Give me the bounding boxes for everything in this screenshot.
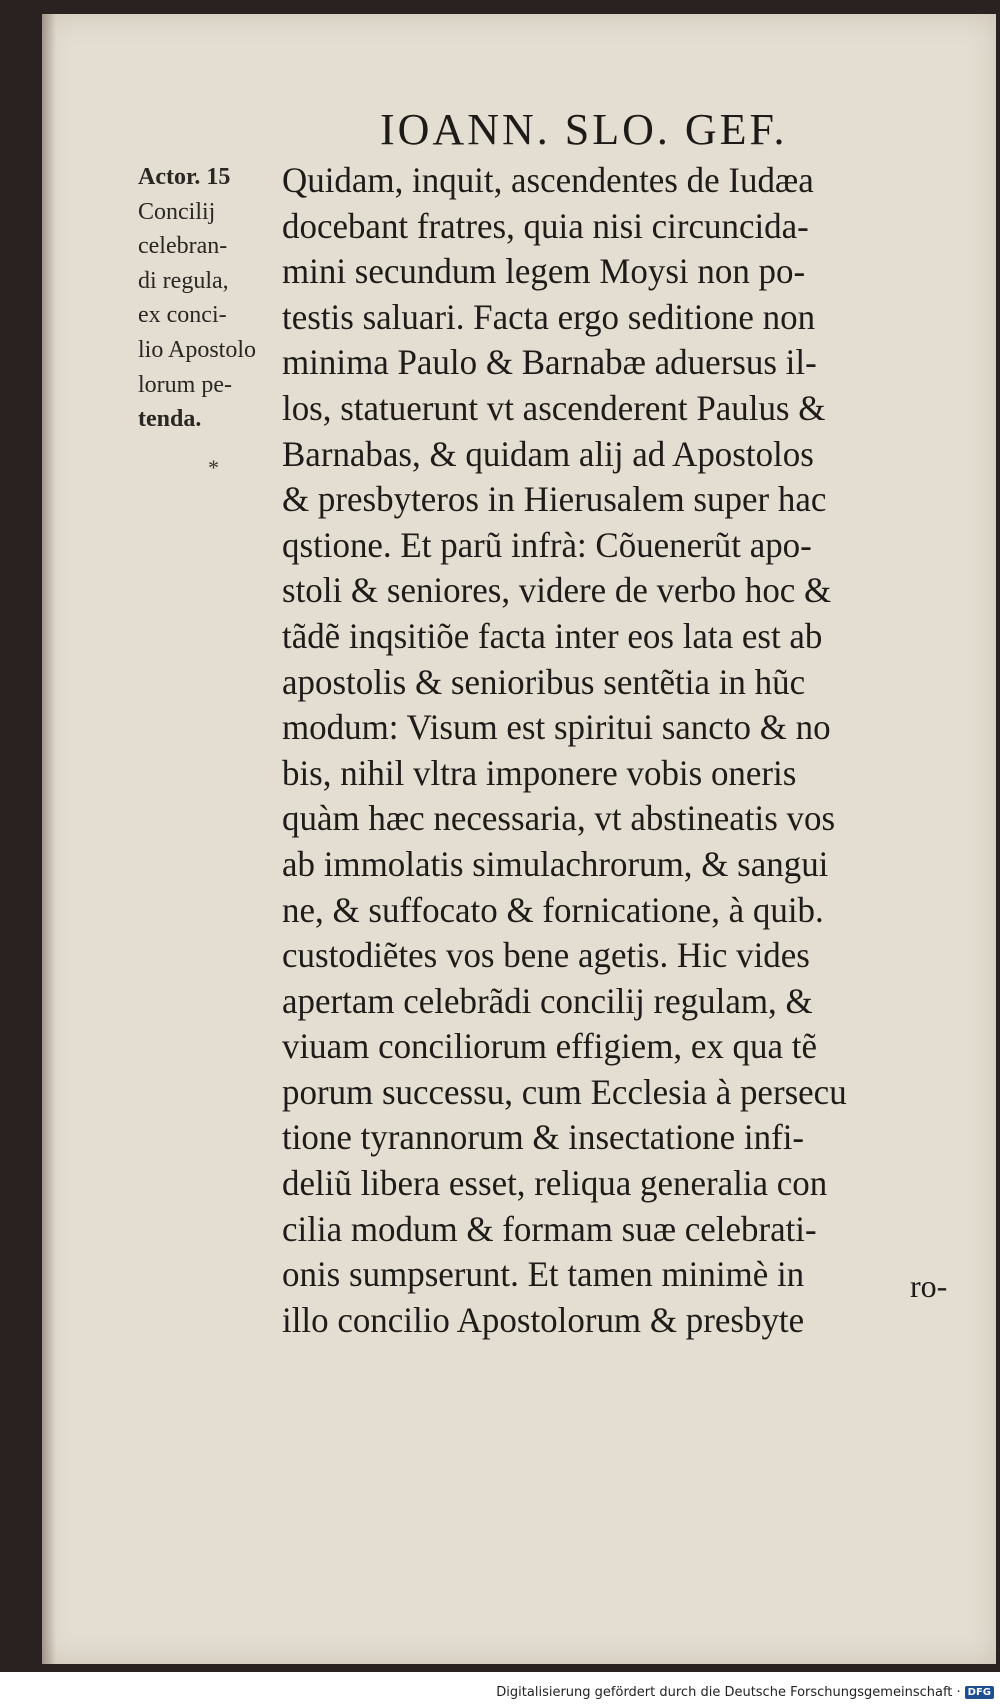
margin-note-line: celebran-: [138, 233, 228, 260]
text-line: apertam celebrãdi concilij regulam, &: [282, 980, 813, 1021]
text-line: Quidam, inquit, ascendentes de Iudæa: [282, 160, 814, 200]
dfg-logo: DFG: [965, 1686, 994, 1699]
text-line: ne, & suffocato & fornicatione, à quib.: [282, 889, 824, 930]
margin-note-line: lorum pe-: [138, 371, 232, 398]
text-line: docebant fratres, quia nisi circuncida-: [282, 205, 809, 246]
body-text: [282, 158, 962, 1343]
margin-reference: Actor. 15: [138, 164, 231, 190]
text-line: modum: Visum est spiritui sancto & no: [282, 707, 831, 748]
text-line: & presbyteros in Hierusalem super hac: [282, 479, 827, 520]
margin-note-line: Concilij: [138, 198, 216, 225]
text-line: onis sumpserunt. Et tamen minimè in: [282, 1254, 805, 1295]
text-line: viuam conciliorum effigiem, ex qua tẽ: [282, 1026, 817, 1067]
text-line: deliũ libera esset, reliqua generalia con: [282, 1163, 828, 1204]
margin-note-line: tenda.: [138, 406, 202, 433]
text-line: bis, nihil vltra imponere vobis oneris: [282, 752, 797, 793]
text-line: apostolis & senioribus sentẽtia in hũc: [282, 661, 806, 702]
text-line: testis saluari. Facta ergo seditione non: [282, 296, 816, 337]
catchword: ro-: [910, 1268, 948, 1304]
page-gutter-shadow: [42, 14, 56, 1664]
text-line: Barnabas, & quidam alij ad Apostolos: [282, 433, 814, 474]
text-line: mini secundum legem Moysi non po-: [282, 251, 806, 292]
text-line: minima Paulo & Barnabæ aduersus il-: [282, 342, 817, 383]
text-line: tione tyrannorum & insectatione infi-: [282, 1117, 805, 1158]
margin-note-line: lio Apostolo: [138, 336, 257, 363]
margin-note-line: di regula,: [138, 267, 229, 294]
text-line: los, statuerunt vt ascenderent Paulus &: [282, 387, 826, 428]
margin-note-line: ex conci-: [138, 302, 227, 329]
text-line: porum successu, cum Ecclesia à persecu: [282, 1071, 847, 1112]
text-line: tãdẽ inqsitiõe facta inter eos lata est ab: [282, 615, 823, 656]
footer-text: Digitalisierung gefördert durch die Deutsche Forschungsgemeinschaft ·: [496, 1685, 961, 1700]
text-line: stoli & seniores, videre de verbo hoc &: [282, 570, 832, 611]
text-line: illo concilio Apostolorum & presbyte: [282, 1299, 805, 1340]
digitization-footer: [496, 1685, 994, 1700]
text-line: quàm hæc necessaria, vt abstineatis vos: [282, 798, 836, 839]
text-line: ab immolatis simulachrorum, & sangui: [282, 843, 829, 884]
text-line: qstione. Et parũ infrà: Cõuenerũt apo-: [282, 524, 812, 565]
running-head: IOANN. SLO. GEF.: [380, 105, 788, 154]
marginal-note: [138, 160, 273, 437]
text-line: cilia modum & formam suæ celebrati-: [282, 1208, 817, 1249]
text-line: custodiẽtes vos bene agetis. Hic vides: [282, 935, 810, 976]
asterisk-mark: *: [208, 455, 219, 480]
